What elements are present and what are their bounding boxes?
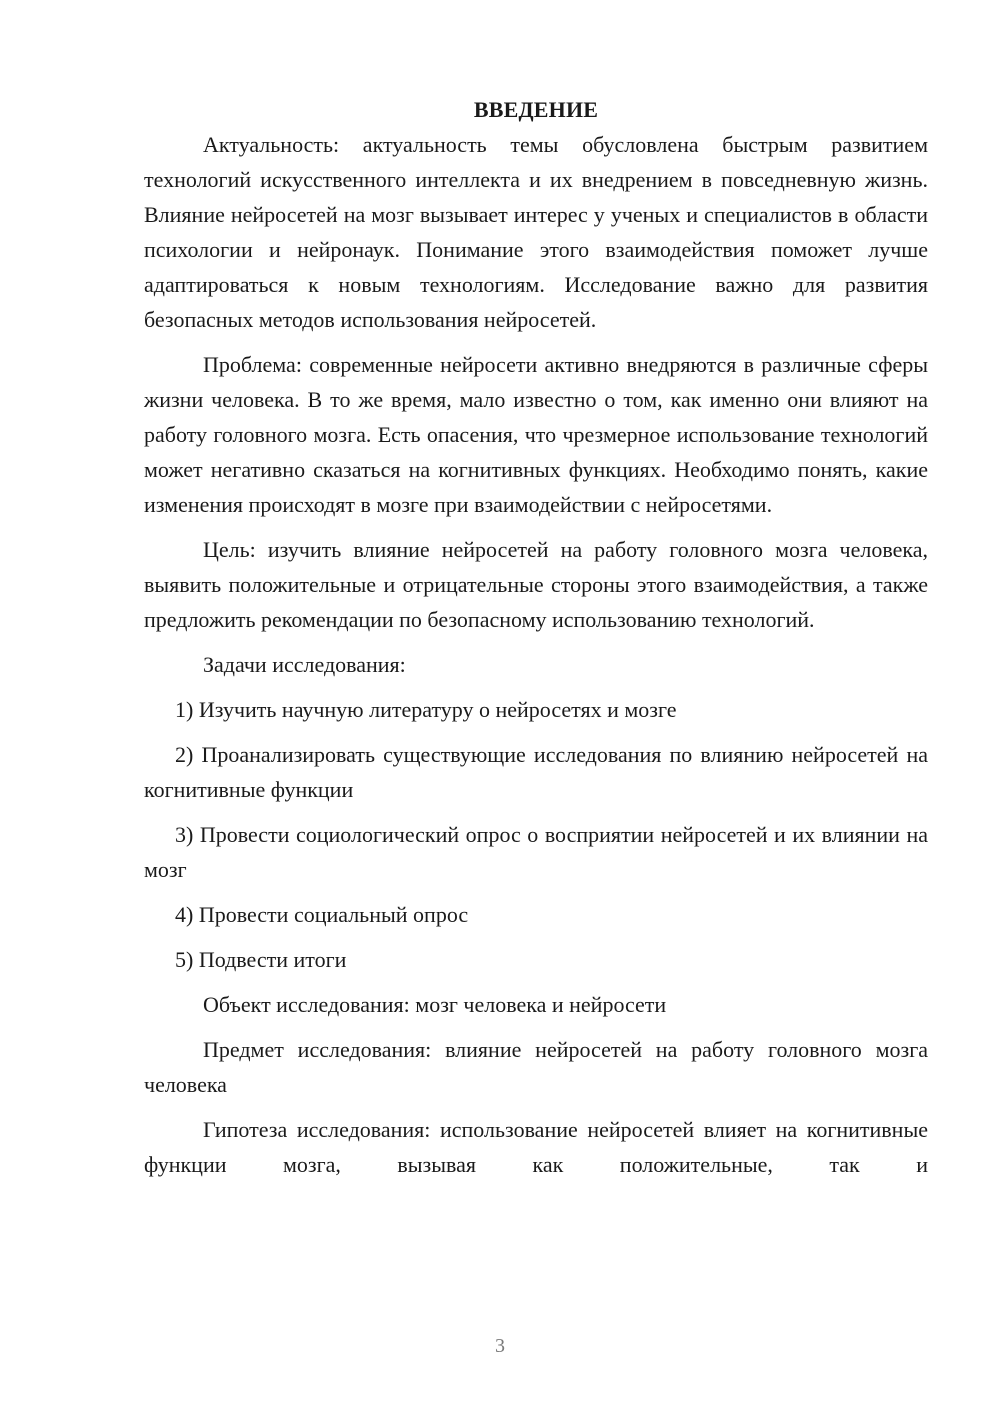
page-number: 3 bbox=[495, 1335, 505, 1357]
tasks-title: Задачи исследования: bbox=[203, 652, 406, 677]
problem-paragraph: Проблема: современные нейросети активно внедряются в различные сферы жизни человека. В то же время, мало известно о том, как именно они влияют на работу головного мозга. Есть опасения, что чрезмерное использование технологий может негативно сказаться на когнитивных функциях. Необходимо понять, какие изменения происходят в мозге при взаимодействии с нейросетями. bbox=[144, 352, 928, 517]
relevance-paragraph: Актуальность: актуальность темы обусловлена быстрым развитием технологий искусственного интеллекта и их внедрением в повседневную жизнь. Влияние нейросетей на мозг вызывает интерес у ученых и специалистов в области психологии и нейронаук. Понимание этого взаимодействия поможет лучше адаптироваться к новым технологиям. Исследование важно для развития безопасных методов использования нейросетей. bbox=[144, 132, 928, 332]
task-item-5: 5) Подвести итоги bbox=[175, 947, 347, 972]
task-item-3: 3) Провести социологический опрос о восприятии нейросетей и их влиянии на мозг bbox=[144, 822, 928, 882]
task-item-2: 2) Проанализировать существующие исследования по влиянию нейросетей на когнитивные функции bbox=[144, 742, 928, 802]
object-paragraph: Объект исследования: мозг человека и нейросети bbox=[203, 992, 667, 1017]
section-heading: ВВЕДЕНИЕ bbox=[473, 97, 599, 122]
document-page bbox=[144, 92, 928, 1182]
task-item-4: 4) Провести социальный опрос bbox=[175, 902, 469, 927]
hypothesis-paragraph: Гипотеза исследования: использование нейросетей влияет на когнитивные функции мозга, вызывая как положительные, так и bbox=[144, 1117, 928, 1177]
goal-paragraph: Цель: изучить влияние нейросетей на работу головного мозга человека, выявить положительные и отрицательные стороны этого взаимодействия, а также предложить рекомендации по безопасному использованию технологий. bbox=[144, 537, 928, 632]
subject-paragraph: Предмет исследования: влияние нейросетей на работу головного мозга человека bbox=[144, 1037, 928, 1097]
task-item-1: 1) Изучить научную литературу о нейросетях и мозге bbox=[175, 697, 677, 722]
